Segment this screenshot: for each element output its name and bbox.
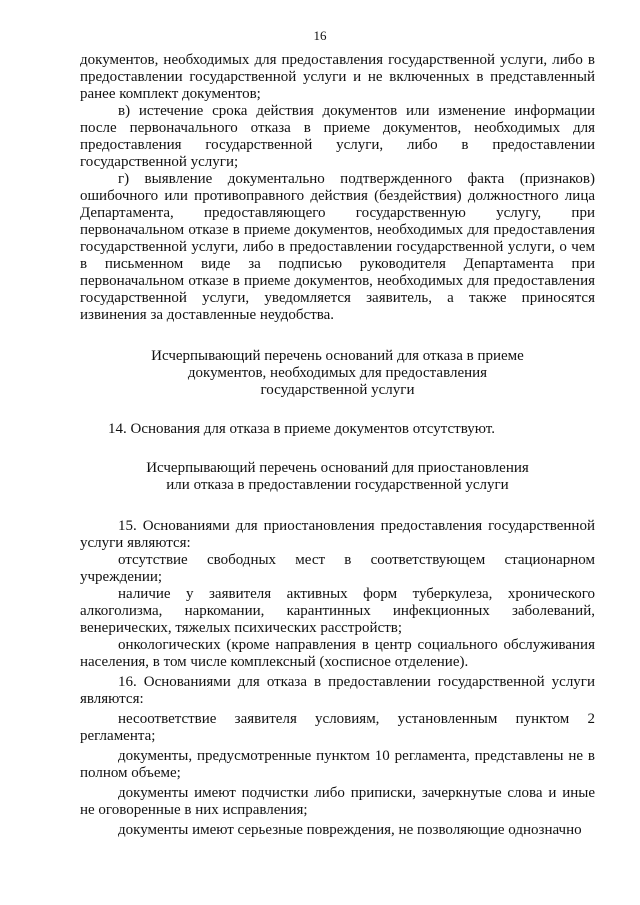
list-item: документы имеют серьезные повреждения, не позволяющие однозначно — [118, 822, 582, 838]
section-heading-suspension-refusal — [80, 460, 595, 494]
page-number: 16 — [313, 28, 327, 43]
heading-line: Исчерпывающий перечень оснований для отказа в приеме — [151, 348, 524, 364]
list-item: отсутствие свободных мест в соответствующем стационарном учреждении; — [80, 552, 595, 585]
list-item: документы имеют подчистки либо приписки, зачеркнутые слова и иные не оговоренные в них исправления; — [80, 785, 595, 818]
section-heading-refusal-acceptance — [80, 348, 595, 399]
heading-line: документов, необходимых для предоставления — [187, 365, 488, 381]
paragraph-item-15: 15. Основаниями для приостановления предоставления государственной услуги являются: — [80, 518, 595, 551]
list-item: несоответствие заявителя условиям, установленным пунктом 2 регламента; — [80, 711, 595, 744]
paragraph-continuation: документов, необходимых для предоставления государственной услуги, либо в предоставлении государственной услуги и не включенных в представленный ранее комплект документов; — [80, 52, 595, 102]
heading-line: государственной услуги — [260, 382, 415, 398]
list-item: онкологических (кроме направления в центр социального обслуживания населения, в том числе комплексный (хосписное отделение). — [80, 637, 595, 670]
list-item: наличие у заявителя активных форм туберкулеза, хронического алкоголизма, наркомании, карантинных инфекционных заболеваний, венерических, тяжелых психических расстройств; — [80, 586, 595, 636]
paragraph-item-16: 16. Основаниями для отказа в предоставлении государственной услуги являются: — [80, 674, 595, 707]
list-item: документы, предусмотренные пунктом 10 регламента, представлены не в полном объеме; — [80, 748, 595, 781]
document-body — [80, 52, 595, 839]
heading-line: Исчерпывающий перечень оснований для приостановления — [146, 460, 529, 476]
heading-line: или отказа в предоставлении государственной услуги — [166, 477, 509, 493]
paragraph-item-14: 14. Основания для отказа в приеме документов отсутствуют. — [108, 421, 495, 437]
paragraph-item-v: в) истечение срока действия документов или изменение информации после первоначального отказа в приеме документов, необходимых для предоставления государственной услуги, либо в предоставлении государственной услуги; — [80, 103, 595, 170]
paragraph-item-g: г) выявление документально подтвержденного факта (признаков) ошибочного или противоправного действия (бездействия) должностного лица Департамента, предоставляющего государственную услугу, при первоначальном отказе в приеме документов, необходимых для предоставления государственной услуги, либо в предоставлении государственной услуги, о чем в письменном виде за подписью руководителя Департамента при первоначальном отказе в приеме документов, необходимых для предоставления государственной услуги, уведомляется заявитель, а также приносятся извинения за доставленные неудобства. — [80, 171, 595, 323]
